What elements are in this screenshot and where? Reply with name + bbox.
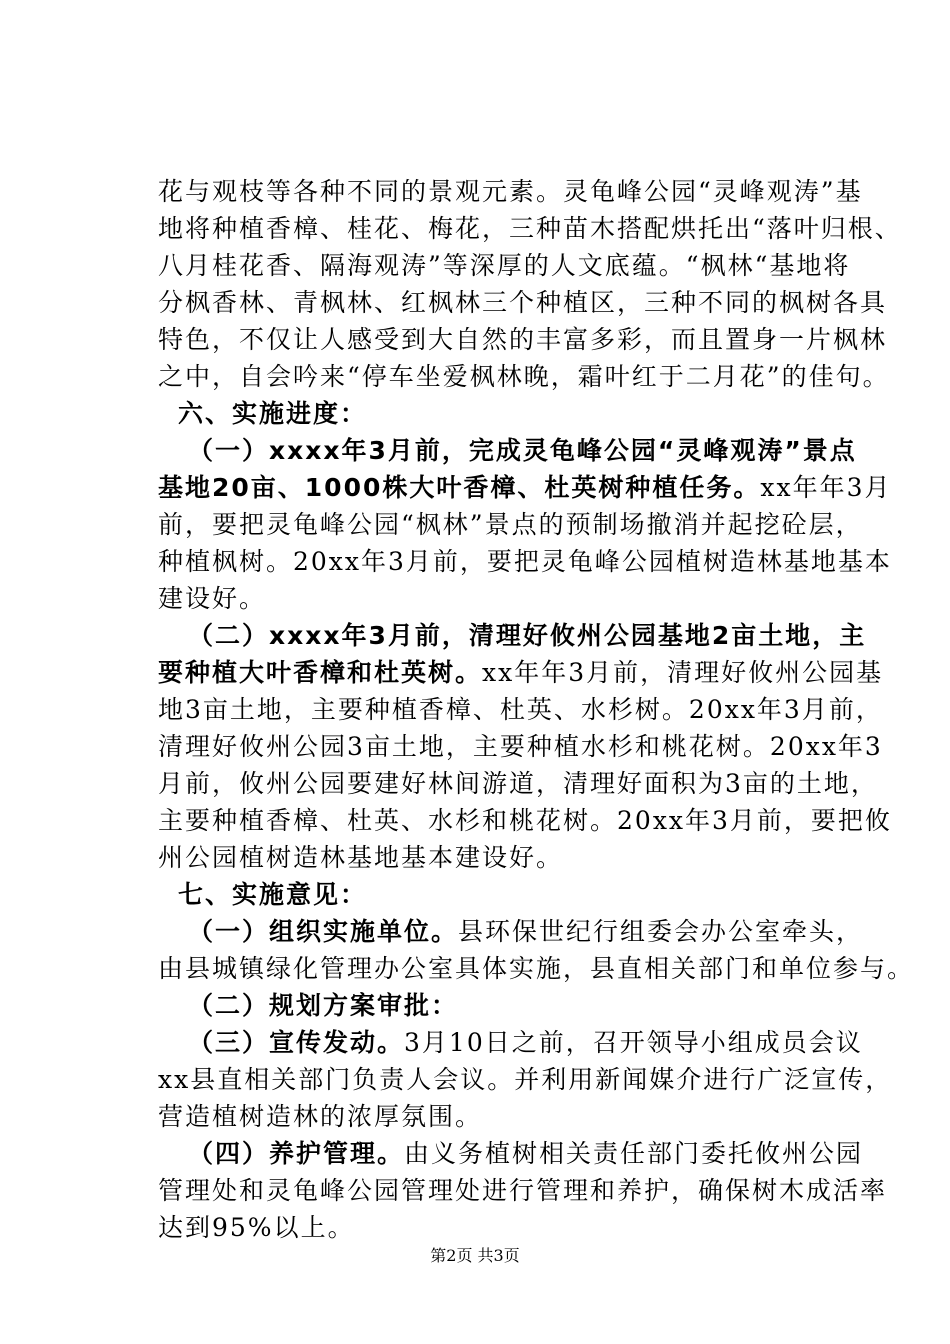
- body-line: [158, 656, 884, 690]
- body-line: 月前，攸州公园要建好林间游道，清理好面积为3亩的土地，: [158, 769, 878, 798]
- subsection-heading: （二）xxxx年3月前，清理好攸州公园基地2亩土地，主: [188, 621, 867, 650]
- body-line: 达到95%以上。: [158, 1213, 355, 1242]
- body-line: [188, 1026, 868, 1060]
- body-line: 地3亩土地，主要种植香樟、杜英、水杉树。20xx年3月前，: [158, 695, 883, 724]
- bold-phrase: （四）养护管理。: [188, 1139, 405, 1168]
- body-line: 地将种植香樟、桂花、梅花，三种苗木搭配烘托出“落叶归根、: [158, 214, 902, 243]
- body-line: 清理好攸州公园3亩土地，主要种植水杉和桃花树。20xx年3: [158, 732, 883, 761]
- body-text: 县环保世纪行组委会办公室牵头，: [458, 917, 864, 946]
- body-line: 州公园植树造林基地基本建设好。: [158, 843, 564, 872]
- body-line: 分枫香林、青枫林、红枫林三个种植区，三种不同的枫树各具: [158, 288, 888, 317]
- body-line: xx县直相关部门负责人会议。并利用新闻媒介进行广泛宣传，: [158, 1065, 893, 1094]
- body-line: 建设好。: [158, 584, 267, 613]
- bold-phrase: 要种植大叶香樟和杜英树。: [158, 658, 483, 687]
- body-text: 由义务植树相关责任部门委托攸州公园: [404, 1139, 864, 1168]
- body-line: 主要种植香樟、杜英、水杉和桃花树。20xx年3月前，要把攸: [158, 806, 892, 835]
- section-heading: 六、实施进度：: [178, 399, 368, 428]
- body-text: xx年年3月: [760, 473, 892, 502]
- bold-phrase: （三）宣传发动。: [188, 1028, 405, 1057]
- body-line: 之中，自会吟来“停车坐爱枫林晚，霜叶红于二月花”的佳句。: [158, 362, 890, 391]
- section-heading: 七、实施意见：: [178, 880, 368, 909]
- page-footer: 第2页 共3页: [430, 1246, 520, 1265]
- body-line: 前，要把灵龟峰公园“枫林”景点的预制场撤消并起挖砼层，: [158, 510, 863, 539]
- body-line: 管理处和灵龟峰公园管理处进行管理和养护，确保树木成活率: [158, 1176, 888, 1205]
- body-line: [188, 915, 868, 949]
- body-line: [158, 471, 892, 505]
- bold-phrase: 基地20亩、1000株大叶香樟、杜英树种植任务。: [158, 473, 761, 502]
- body-line: 八月桂花香、隔海观涛”等深厚的人文底蕴。“枫林“基地将: [158, 251, 851, 280]
- body-line: 种植枫树。20xx年3月前，要把灵龟峰公园植树造林基地基本: [158, 547, 892, 576]
- subsection-heading: （一）xxxx年3月前，完成灵龟峰公园“灵峰观涛”景点: [188, 436, 857, 465]
- body-line: [188, 1137, 868, 1171]
- body-line: 由县城镇绿化管理办公室具体实施，县直相关部门和单位参与。: [158, 954, 915, 983]
- body-text: xx年年3月前，清理好攸州公园基: [482, 658, 884, 687]
- body-line: 营造植树造林的浓厚氛围。: [158, 1102, 483, 1131]
- body-text: 3月10日之前，召开领导小组成员会议: [404, 1028, 863, 1057]
- body-line: 特色，不仅让人感受到大自然的丰富多彩，而且置身一片枫林: [158, 325, 888, 354]
- subsection-heading: （二）规划方案审批：: [188, 991, 459, 1020]
- bold-phrase: （一）组织实施单位。: [188, 917, 459, 946]
- body-line: 花与观枝等各种不同的景观元素。灵龟峰公园“灵峰观涛”基: [158, 177, 863, 206]
